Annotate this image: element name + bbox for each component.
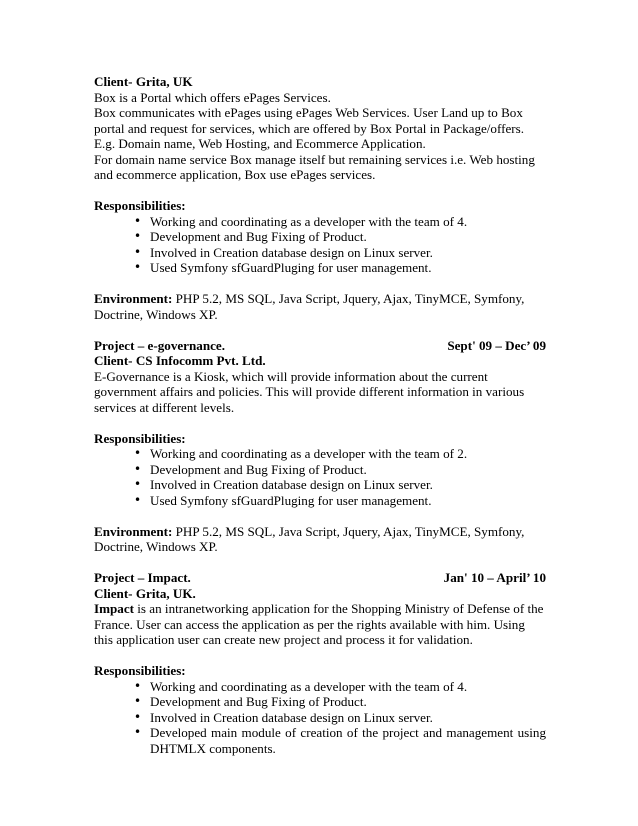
client-heading: Client- CS Infocomm Pvt. Ltd. (94, 353, 266, 368)
responsibilities-heading: Responsibilities: (94, 430, 186, 446)
environment-line (94, 291, 546, 322)
project-dates: Jan' 10 – April’ 10 (443, 570, 546, 585)
list-item: • Development and Bug Fixing of Product. (134, 694, 546, 710)
list-item: • Used Symfony sfGuardPluging for user management. (134, 493, 546, 509)
responsibilities-list (94, 679, 546, 757)
client-heading: Client- Grita, UK (94, 74, 193, 89)
environment-text: PHP 5.2, MS SQL, Java Script, Jquery, Ajax, TinyMCE, Symfony, Doctrine, Windows XP. (94, 523, 525, 554)
list-item: • Involved in Creation database design on Linux server. (134, 477, 546, 493)
list-item: • Working and coordinating as a developer with the team of 4. (134, 679, 546, 695)
list-item: • Involved in Creation database design on Linux server. (134, 710, 546, 726)
description-line: Box is a Portal which offers ePages Services. (94, 89, 331, 105)
project-header (94, 338, 546, 354)
environment-line (94, 524, 546, 555)
list-item: • Working and coordinating as a developer with the team of 2. (134, 446, 546, 462)
list-item: • Development and Bug Fixing of Product. (134, 229, 546, 245)
description-paragraph: For domain name service Box manage itself but remaining services i.e. Web hosting and ecommerce application, Box use ePages services. (94, 151, 535, 182)
list-item: • Development and Bug Fixing of Product. (134, 462, 546, 478)
responsibilities-heading: Responsibilities: (94, 198, 186, 213)
environment-label: Environment: (94, 291, 173, 306)
project-header (94, 570, 546, 586)
environment-label: Environment: (94, 523, 173, 539)
list-item: • Used Symfony sfGuardPluging for user management. (134, 260, 546, 276)
list-item: • Working and coordinating as a developer with the team of 4. (134, 214, 546, 230)
environment-text: PHP 5.2, MS SQL, Java Script, Jquery, Ajax, TinyMCE, Symfony, Doctrine, Windows XP. (94, 291, 525, 322)
project-name-bold: Impact (94, 601, 135, 616)
project-title: Project – e-governance. (94, 337, 226, 353)
project-dates: Sept' 09 – Dec’ 09 (447, 337, 546, 353)
list-item: • Involved in Creation database design on Linux server. (134, 245, 546, 261)
responsibilities-heading: Responsibilities: (94, 663, 186, 678)
description-paragraph: Box communicates with ePages using ePages Web Services. User Land up to Box portal and request for services, which are offered by Box Portal in Package/offers. E.g. Domain name, Web Hosting, and Ecommerce Application. (94, 105, 525, 151)
description-paragraph: E-Governance is a Kiosk, which will provide information about the current government affairs and policies. This will provide different information in various services at different levels. (94, 368, 525, 415)
list-item: • Developed main module of creation of the project and management using DHTMLX components. (134, 725, 546, 756)
client-heading: Client- Grita, UK. (94, 585, 196, 601)
responsibilities-list (94, 446, 546, 508)
description-paragraph: Impact is an intranetworking application for the Shopping Ministry of Defense of the France. User can access the application as per the rights available with him. Using this application user can create new project and process it for validation. (94, 601, 544, 647)
responsibilities-list (94, 214, 546, 276)
project-title: Project – Impact. (94, 570, 191, 585)
